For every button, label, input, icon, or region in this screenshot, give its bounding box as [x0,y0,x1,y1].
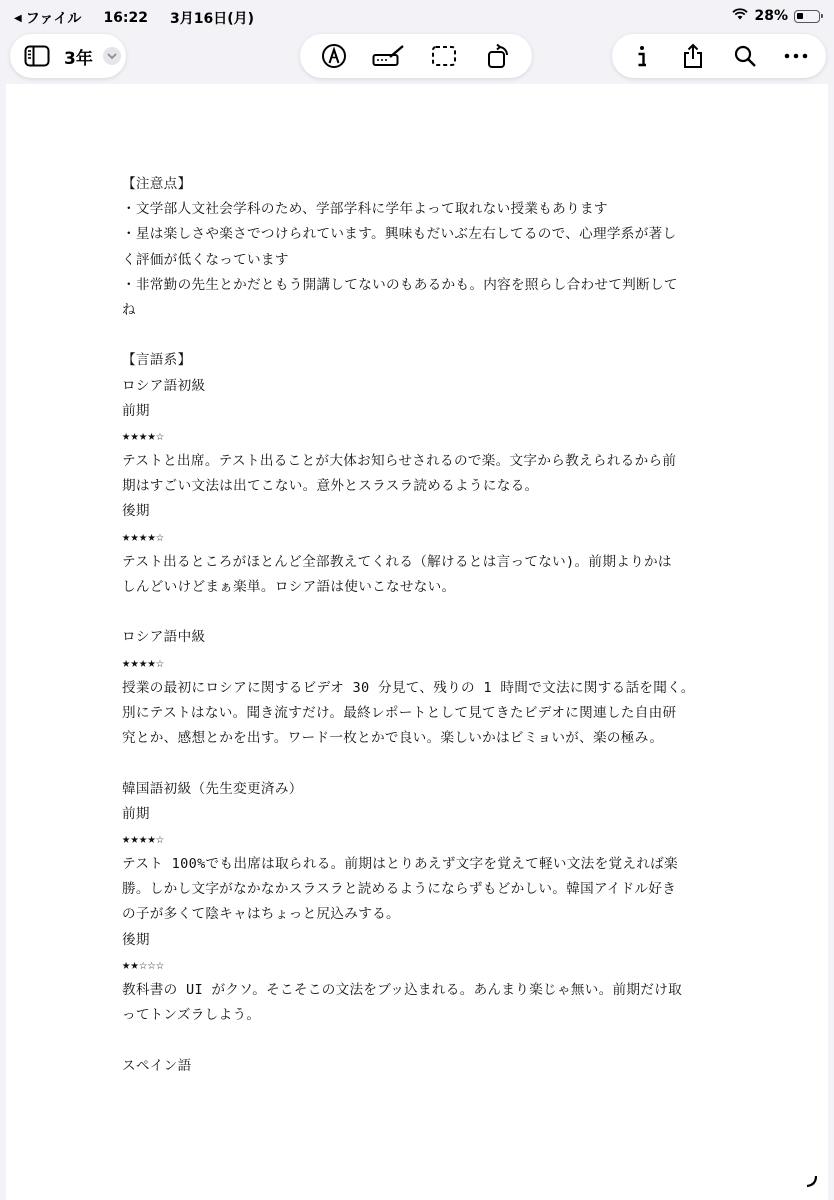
note-line: ・非常勤の先生とかだともう開講してないのもあるかも。内容を照らし合わせて判断して [122,276,678,293]
course-title-spanish: スペイン語 [122,1057,192,1074]
note-line: ・星は楽しさや楽さでつけられています。興味もだいぶ左右してるので、心理学系が著し [122,226,677,243]
battery-icon [794,10,820,23]
document-content [122,172,722,1079]
status-bar [0,0,834,34]
note-line: く評価が低くなっています [122,251,289,268]
action-toolbar [612,34,826,78]
wifi-icon [732,8,748,24]
language-heading: 【言語系】 [122,352,192,369]
review-line: テスト出るところがほとんど全部教えてくれる（解けるとは言ってない)。前期よりかは [122,553,672,570]
markup-toolbar [300,34,532,78]
star-rating: ★★☆☆☆ [122,956,165,973]
course-title-korean-beginner: 韓国語初級（先生変更済み） [122,780,303,797]
review-line: テストと出席。テスト出ることが大体お知らせされるので楽。文字から教えられるから前 [122,453,677,470]
search-icon[interactable] [728,39,762,73]
document-title[interactable]: 3年 [64,48,93,69]
course-title-russian-intermediate: ロシア語中級 [122,629,206,646]
star-rating: ★★★★☆ [122,654,165,671]
note-line: ね [122,301,136,318]
review-line: 教科書の UI がクソ。そこそこの文法をブッ込まれる。あんまり楽じゃ無い。前期だけ取 [122,982,682,998]
pen-icon[interactable] [317,39,351,73]
review-line: ってトンズラしよう。 [122,1007,261,1024]
back-to-app[interactable] [14,8,254,28]
review-line: 究とか、感想とかを出す。ワード一枚とかで良い。楽しいかはビミョいが、楽の極み。 [122,730,664,747]
sidebar-icon[interactable] [20,39,54,73]
rotate-icon[interactable] [482,39,516,73]
review-line: 勝。しかし文字がなかなかスラスラと読めるようにならずもどかしい。韓国アイドル好き [122,881,677,898]
review-line: 授業の最初にロシアに関するビデオ 30 分見て、残りの 1 時間で文法に関する話を聞く。 [122,679,695,696]
term-label: 後期 [122,503,150,520]
selection-icon[interactable] [427,39,461,73]
review-line: の子が多くて陰キャはちょっと尻込みする。 [122,906,400,923]
status-date: 3月16日(月) [170,11,255,27]
document-menu [10,34,126,78]
share-icon[interactable] [676,39,710,73]
term-label: 後期 [122,931,150,948]
chevron-down-icon[interactable] [103,47,121,65]
note-line: ・文学部人文社会学科のため、学部学科に学年よって取れない授業もあります [122,201,608,218]
document-page[interactable] [6,84,828,1200]
review-line: しんどいけどまぁ楽単。ロシア語は使いこなせない。 [122,579,456,595]
star-rating: ★★★★☆ [122,528,165,545]
status-time: 16:22 [103,10,149,26]
review-line: 別にテストはない。聞き流すだけ。最終レポートとして見てきたビデオに関連した自由研 [122,704,677,721]
back-app-label: ファイル [25,11,82,27]
star-rating: ★★★★☆ [122,427,165,444]
info-icon[interactable] [625,39,659,73]
term-label: 前期 [122,805,150,822]
more-icon[interactable] [779,39,813,73]
resize-corner-icon [804,1173,818,1192]
notes-heading: 【注意点】 [122,176,192,192]
course-title-russian-beginner: ロシア語初級 [122,377,206,394]
markup-icon[interactable] [372,39,406,73]
star-rating: ★★★★☆ [122,830,165,847]
review-line: テスト 100%でも出席は取られる。前期はとりあえず文字を覚えて軽い文法を覚えれば楽 [122,856,678,873]
back-triangle-icon: ◀ [14,12,22,24]
battery-percent: 28% [754,8,788,24]
review-line: 期はすごい文法は出てこない。意外とスラスラ読めるようになる。 [122,478,539,495]
term-label: 前期 [122,402,150,419]
